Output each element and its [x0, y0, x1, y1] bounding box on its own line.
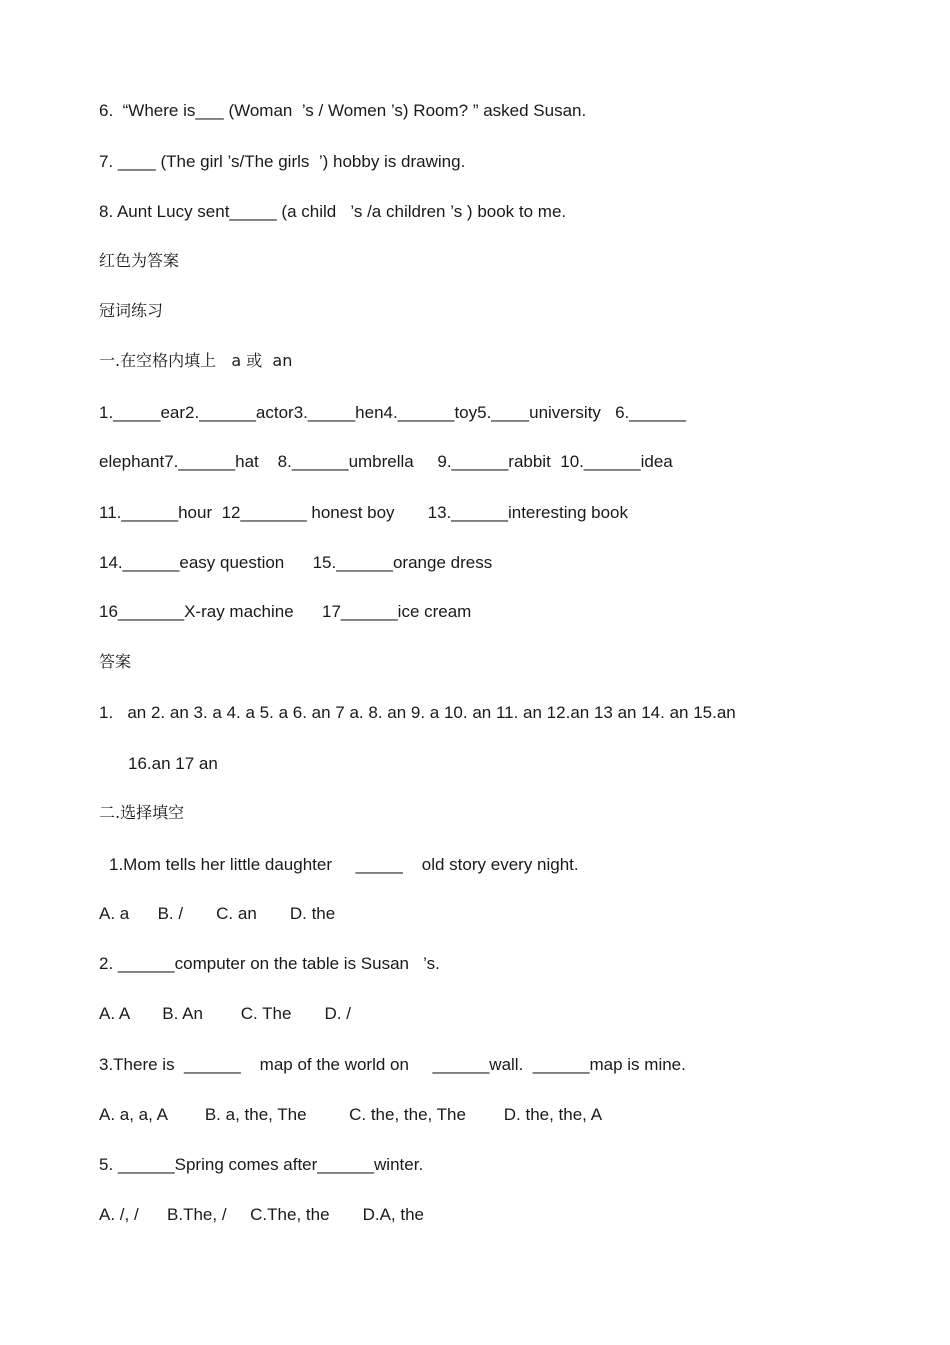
- section-title-articles: 冠词练习: [99, 301, 164, 320]
- question-6-possessive: 6. “Where is___ (Woman ’s / Women ’s) Room? ” asked Susan.: [99, 101, 587, 120]
- answer-note: 红色为答案: [99, 251, 180, 270]
- choice-question-3: 3.There is ______ map of the world on ______wall. ______map is mine.: [99, 1055, 686, 1074]
- article-items-row-3: 11.______hour 12_______ honest boy 13.______interesting book: [99, 503, 629, 522]
- part-two-heading: 二.选择填空: [99, 803, 185, 822]
- question-8-possessive: 8. Aunt Lucy sent_____ (a child ’s /a children ’s ) book to me.: [99, 202, 567, 221]
- answers-heading: 答案: [99, 652, 132, 671]
- article-items-row-5: 16_______X-ray machine 17______ice cream: [99, 602, 472, 621]
- choice-question-5: 5. ______Spring comes after______winter.: [99, 1155, 424, 1174]
- choice-options-3: A. a, a, A B. a, the, The C. the, the, The D. the, the, A: [99, 1105, 603, 1124]
- answers-row-2: 16.an 17 an: [128, 754, 218, 773]
- choice-options-5: A. /, / B.The, / C.The, the D.A, the: [99, 1205, 425, 1224]
- article-items-row-1: 1._____ear2.______actor3._____hen4.______toy5.____university 6.______: [99, 403, 686, 422]
- choice-question-2: 2. ______computer on the table is Susan ’s.: [99, 954, 440, 973]
- choice-options-2: A. A B. An C. The D. /: [99, 1004, 351, 1023]
- article-items-row-4: 14.______easy question 15.______orange dress: [99, 553, 493, 572]
- answers-row-1: 1. an 2. an 3. a 4. a 5. a 6. an 7 a. 8. an 9. a 10. an 11. an 12.an 13 an 14. an 15.an: [99, 703, 736, 722]
- question-7-possessive: 7. ____ (The girl ’s/The girls ’) hobby is drawing.: [99, 152, 466, 171]
- part-one-heading: 一.在空格内填上 a 或 an: [99, 351, 293, 370]
- choice-question-1: 1.Mom tells her little daughter _____ old story every night.: [109, 855, 579, 874]
- article-items-row-2: elephant7.______hat 8.______umbrella 9.______rabbit 10.______idea: [99, 452, 673, 471]
- choice-options-1: A. a B. / C. an D. the: [99, 904, 336, 923]
